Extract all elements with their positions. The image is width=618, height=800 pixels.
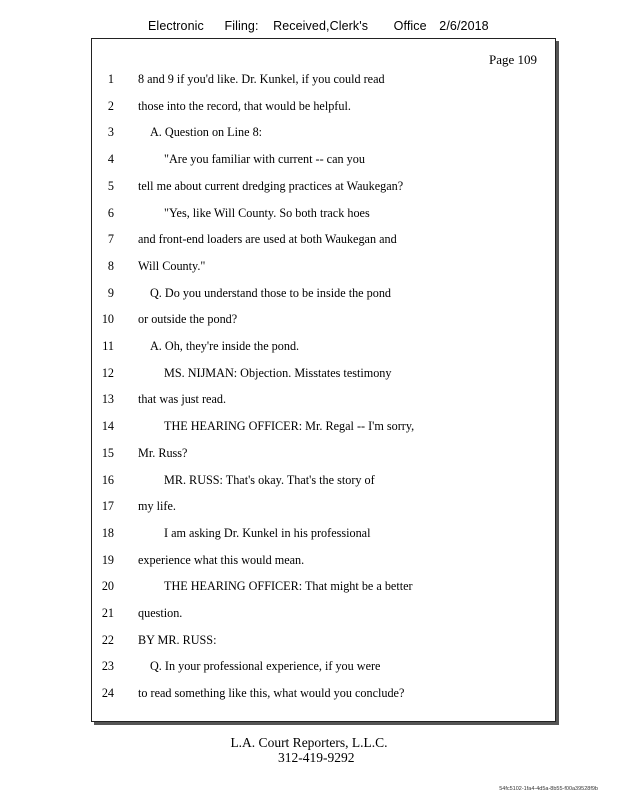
line-text: Mr. Russ? (138, 445, 188, 460)
line-number: 17 (101, 499, 114, 514)
line-text: THE HEARING OFFICER: That might be a better (164, 579, 413, 594)
transcript-line (92, 336, 555, 356)
line-number: 23 (101, 659, 114, 674)
line-number: 2 (107, 98, 114, 113)
line-number: 24 (101, 686, 114, 701)
transcript-line (92, 229, 555, 249)
line-number: 20 (101, 579, 114, 594)
transcript-line (92, 176, 555, 196)
court-reporter-name: L.A. Court Reporters, L.L.C. (230, 735, 388, 750)
line-number: 18 (101, 525, 114, 540)
line-text: THE HEARING OFFICER: Mr. Regal -- I'm sorry, (164, 419, 415, 434)
line-text: I am asking Dr. Kunkel in his professional (164, 525, 371, 540)
line-number: 11 (102, 339, 114, 353)
line-number: 7 (107, 232, 114, 247)
line-number: 14 (101, 419, 114, 434)
transcript-line (92, 550, 555, 570)
transcript-line (92, 96, 555, 116)
line-number: 9 (107, 285, 114, 300)
line-number: 13 (101, 392, 114, 407)
filing-date-text: 2/6/2018 (439, 19, 489, 33)
line-number: 16 (101, 472, 114, 487)
line-text: "Yes, like Will County. So both track hoes (164, 205, 370, 220)
line-text: "Are you familiar with current -- can you (164, 152, 365, 167)
transcript-line (92, 69, 555, 89)
line-text: A. Oh, they're inside the pond. (150, 339, 300, 353)
transcript-line (92, 443, 555, 463)
line-text: my life. (138, 499, 176, 514)
line-number: 3 (107, 125, 114, 140)
line-text: question. (138, 606, 183, 620)
transcript-line (92, 256, 555, 276)
line-text: A. Question on Line 8: (150, 125, 263, 140)
line-number: 12 (101, 365, 114, 380)
filing-office-text: Office (393, 19, 427, 33)
line-text: Q. Do you understand those to be inside the pond (150, 285, 392, 300)
line-text: MR. RUSS: That's okay. That's the story of (164, 472, 375, 487)
document-hash: 54fc5102-1fa4-4d5a-8b55-f00a39528f9b (499, 786, 598, 792)
page-number: Page 109 (488, 52, 537, 67)
line-number: 15 (101, 445, 114, 460)
transcript-line (92, 203, 555, 223)
line-text: Q. In your professional experience, if you were (150, 659, 381, 674)
line-text: and front-end loaders are used at both Waukegan and (138, 232, 397, 247)
transcript-line (92, 416, 555, 436)
transcript-line (92, 283, 555, 303)
line-text: to read something like this, what would you conclude? (138, 686, 405, 701)
line-number: 4 (107, 152, 114, 167)
line-number: 8 (107, 258, 114, 273)
line-text: or outside the pond? (138, 312, 238, 327)
transcript-line (92, 496, 555, 516)
transcript-line (92, 523, 555, 543)
transcript-line (92, 683, 555, 703)
transcript-line (92, 389, 555, 409)
line-number: 5 (107, 178, 114, 193)
line-number: 22 (101, 632, 114, 647)
transcript-line (92, 603, 555, 623)
line-text: that was just read. (138, 392, 226, 407)
transcript-line (92, 576, 555, 596)
transcript-line (92, 309, 555, 329)
line-text: those into the record, that would be helpful. (138, 98, 351, 113)
line-text: Will County." (138, 258, 206, 273)
line-text: experience what this would mean. (138, 552, 305, 567)
electronic-filing-header (148, 19, 489, 33)
line-number: 10 (101, 312, 114, 327)
transcript-line (92, 630, 555, 650)
transcript-line (92, 656, 555, 676)
transcript-line (92, 122, 555, 142)
filing-filing-text: Filing: (224, 19, 259, 33)
filing-received-text: Received,Clerk's (273, 19, 369, 33)
line-text: BY MR. RUSS: (138, 632, 217, 647)
filing-electronic-text: Electronic (148, 19, 204, 33)
line-number: 19 (101, 552, 114, 567)
court-reporter-phone: 312-419-9292 (278, 750, 355, 765)
line-text: MS. NIJMAN: Objection. Misstates testimony (164, 365, 392, 380)
transcript-line (92, 470, 555, 490)
line-text: 8 and 9 if you'd like. Dr. Kunkel, if you could read (138, 72, 385, 86)
line-number: 6 (107, 205, 114, 220)
line-text: tell me about current dredging practices at Waukegan? (138, 178, 404, 193)
transcript-line (92, 149, 555, 169)
transcript-line (92, 363, 555, 383)
line-number: 21 (101, 606, 114, 620)
transcript-page (91, 38, 556, 722)
line-number: 1 (107, 72, 114, 86)
